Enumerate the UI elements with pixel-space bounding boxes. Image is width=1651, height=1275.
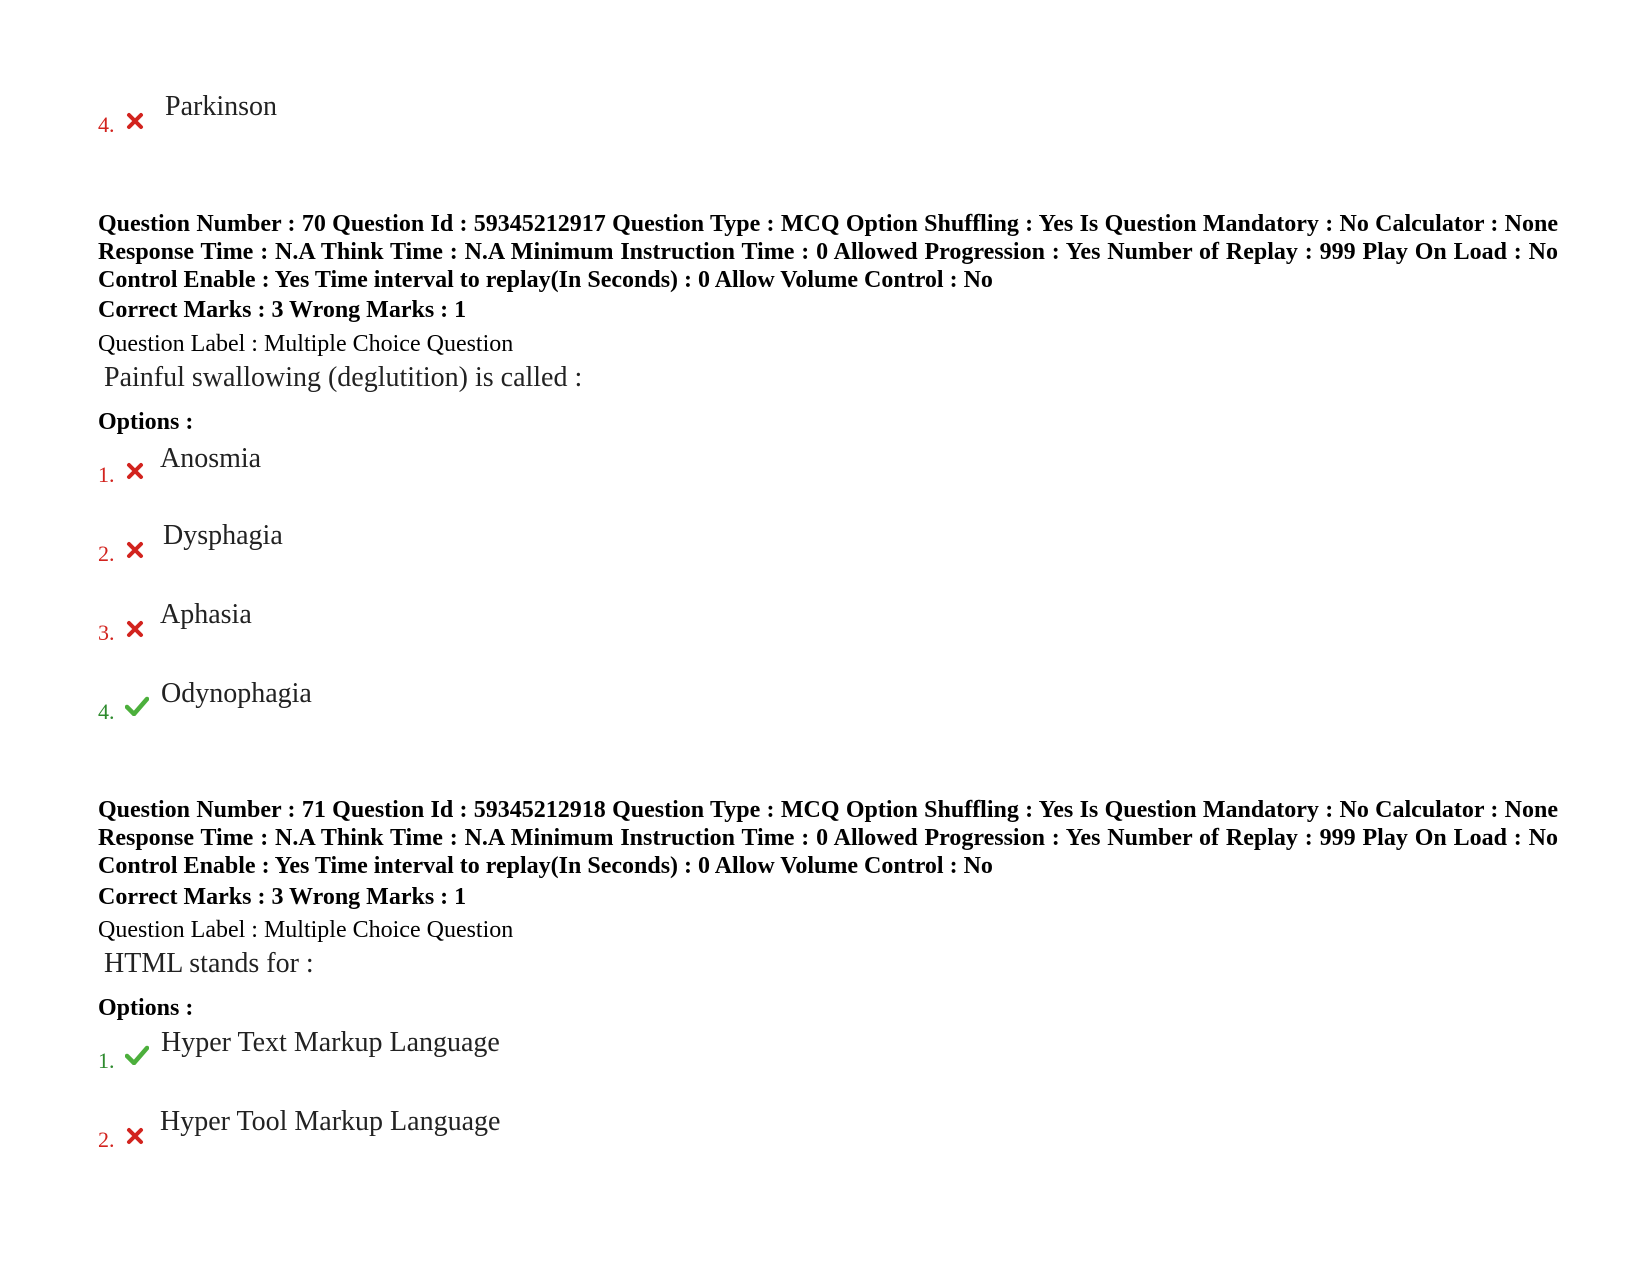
option-number: 4. [98, 699, 115, 724]
question-text: HTML stands for : [104, 948, 314, 979]
question-meta: Question Number : 70 Question Id : 59345212917 Question Type : MCQ Option Shuffling : Yes Is Question Mandatory : No Calculator : None Response Time : N.A Think Time : N.A Minimum Instruction Time : 0 Allowed Progression : Yes Number of Replay : 999 Play On Load : No Control Enable : Yes Time interval to replay(In Seconds) : 0 Allow Volume Control : No [98, 211, 1558, 293]
check-icon [125, 1045, 149, 1065]
cross-icon [125, 619, 145, 639]
option-number: 2. [98, 1127, 115, 1152]
options-heading: Options : [98, 995, 194, 1021]
question-label: Question Label : Multiple Choice Question [98, 331, 514, 357]
check-icon [125, 696, 149, 716]
option-text: Odynophagia [161, 678, 312, 709]
option-text: Parkinson [165, 91, 277, 122]
option-text: Anosmia [160, 443, 262, 474]
option-number: 4. [98, 112, 115, 137]
cross-icon [125, 1126, 145, 1146]
option-text: Dysphagia [163, 520, 283, 551]
option-text: Hyper Tool Markup Language [160, 1106, 501, 1137]
options-heading: Options : [98, 409, 194, 435]
option-text: Aphasia [160, 599, 252, 630]
option-number: 1. [98, 462, 115, 487]
option-number: 3. [98, 620, 115, 645]
question-meta: Question Number : 71 Question Id : 59345212918 Question Type : MCQ Option Shuffling : Yes Is Question Mandatory : No Calculator : None Response Time : N.A Think Time : N.A Minimum Instruction Time : 0 Allowed Progression : Yes Number of Replay : 999 Play On Load : No Control Enable : Yes Time interval to replay(In Seconds) : 0 Allow Volume Control : No [98, 797, 1558, 879]
cross-icon [125, 540, 145, 560]
question-marks: Correct Marks : 3 Wrong Marks : 1 [98, 297, 467, 323]
option-text: Hyper Text Markup Language [161, 1027, 500, 1058]
question-label: Question Label : Multiple Choice Question [98, 917, 514, 943]
option-number: 1. [98, 1048, 115, 1073]
cross-icon [125, 461, 145, 481]
question-text: Painful swallowing (deglutition) is called : [104, 362, 583, 393]
question-marks: Correct Marks : 3 Wrong Marks : 1 [98, 884, 467, 910]
option-number: 2. [98, 541, 115, 566]
cross-icon [125, 111, 145, 131]
